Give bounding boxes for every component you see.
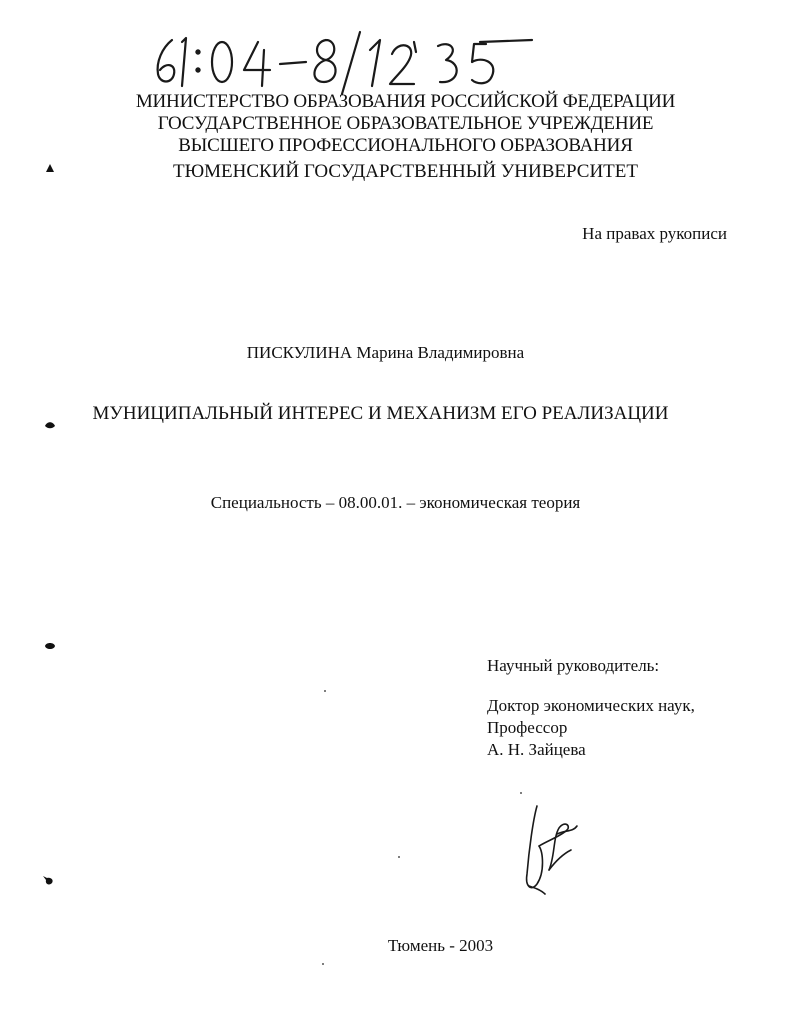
institution-header	[0, 91, 791, 157]
scan-speck	[322, 963, 324, 965]
manuscript-rights-note: На правах рукописи	[582, 224, 727, 243]
scan-speck	[324, 690, 326, 692]
punch-hole-mark	[44, 418, 56, 430]
thesis-title: МУНИЦИПАЛЬНЫЙ ИНТЕРЕС И МЕХАНИЗМ ЕГО РЕАЛИЗАЦИИ	[92, 403, 669, 424]
author-name: ПИСКУЛИНА Марина Владимировна	[246, 343, 525, 362]
scan-speck	[520, 792, 522, 794]
university-name: ТЮМЕНСКИЙ ГОСУДАРСТВЕННЫЙ УНИВЕРСИТЕТ	[172, 161, 639, 182]
scientific-advisor-block	[487, 655, 695, 761]
city-year: Тюмень - 2003	[387, 936, 494, 955]
punch-hole-mark	[44, 640, 56, 652]
advisor-name: А. Н. Зайцева	[487, 740, 586, 759]
advisor-label: Научный руководитель:	[487, 656, 660, 675]
advisor-position: Профессор	[487, 718, 568, 737]
scan-speck	[398, 856, 400, 858]
specialty-line: Специальность – 08.00.01. – экономическая теория	[210, 493, 581, 512]
ministry-line: МИНИСТЕРСТВО ОБРАЗОВАНИЯ РОССИЙСКОЙ ФЕДЕРАЦИИ	[135, 91, 676, 112]
education-level-line: ВЫСШЕГО ПРОФЕССИОНАЛЬНОГО ОБРАЗОВАНИЯ	[178, 135, 633, 156]
punch-hole-mark	[44, 162, 56, 174]
advisor-degree: Доктор экономических наук,	[487, 696, 695, 715]
signature	[515, 800, 585, 900]
punch-hole-mark	[42, 874, 54, 886]
archive-number-handwritten	[148, 28, 538, 96]
institution-type-line: ГОСУДАРСТВЕННОЕ ОБРАЗОВАТЕЛЬНОЕ УЧРЕЖДЕНИЕ	[157, 113, 654, 134]
